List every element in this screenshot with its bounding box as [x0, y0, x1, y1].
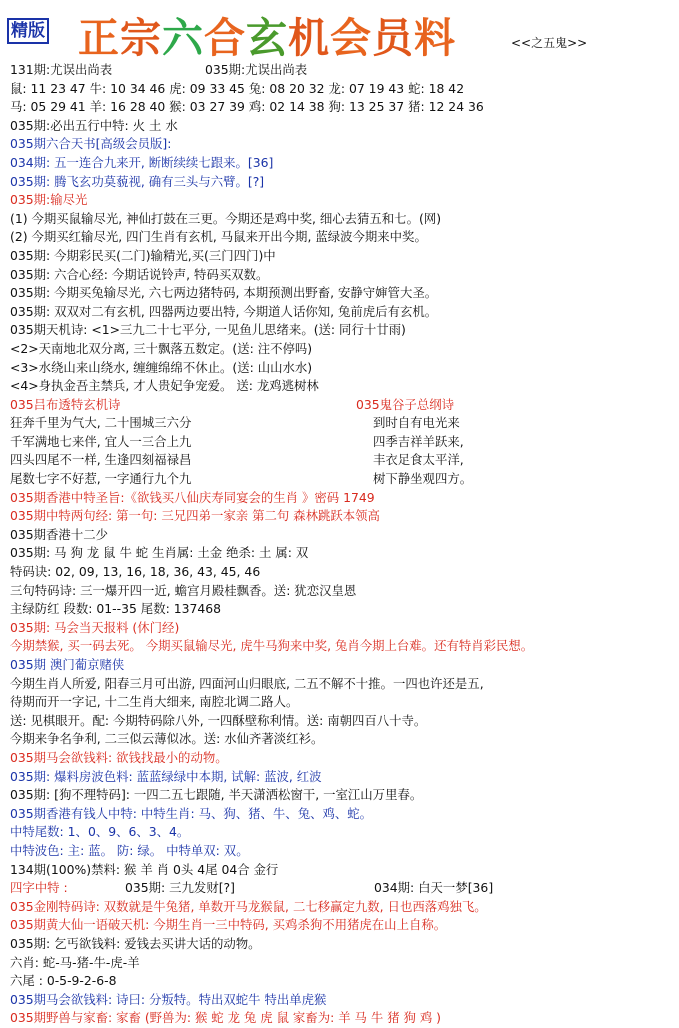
title-char-5: 玄 — [246, 14, 288, 62]
line-text: 035期: 腾飞玄功莫藐视, 确有三头与六臂。[?] — [10, 173, 265, 189]
content-line — [10, 935, 675, 954]
content-line — [10, 842, 675, 861]
line-text: 035期: 今期买兔输尽光, 六七两边猪特码, 本期预测出野畜, 安静守婶管大圣。 — [10, 285, 438, 301]
line-text: 134期(100%)禁料: 猴 羊 肖 0头 4尾 04合 金行 — [10, 861, 279, 877]
line-text: 035期天机诗: <1>三九二十七平分, 一见鱼儿思绪来。(送: 同行十廿雨) — [10, 322, 406, 338]
page-title — [78, 5, 456, 64]
content-line — [10, 470, 675, 489]
line-text: 035期: [狗不理特码]: 一四二五七跟随, 半天潇洒松窗干, 一室江山万里春。 — [10, 787, 423, 803]
content-line — [10, 135, 675, 154]
line-text: <4>身执金吾主禁兵, 才人贵妃争宠爱。 送: 龙鸡逃树林 — [10, 378, 319, 394]
line-text: 今期来争名争利, 二三似云薄似冰。送: 水仙齐著淡红衫。 — [10, 731, 324, 747]
content-line — [10, 340, 675, 359]
content-line — [10, 173, 675, 192]
line-text: 035期: 乞丐欲钱料: 爱钱去买讲大话的动物。 — [10, 935, 261, 951]
line-text: 035期黄大仙一语破天机: 今期生肖一三中特码, 买鸡杀狗不用猪虎在山上自称。 — [10, 917, 447, 933]
line-text: 035期香港中特圣旨:《欲钱买八仙庆寿同宴会的生肖 》密码 1749 — [10, 489, 375, 505]
content-line — [10, 972, 675, 991]
line-text: 035期: 爆料房波色料: 蓝蓝绿绿中本期, 试解: 蓝波, 红波 — [10, 768, 322, 784]
line-text: 035期香港十二少 — [10, 526, 108, 542]
line-text: (1) 今期买鼠输尽光, 神仙打鼓在三更。今期还是鸡中奖, 细心去猜五和七。(网) — [10, 210, 442, 226]
forecast-content — [10, 61, 675, 1028]
title-char-7: 会 — [330, 14, 372, 62]
content-line — [10, 637, 675, 656]
line-text: 主绿防红 段数: 01--35 尾数: 137468 — [10, 601, 222, 617]
line-text: 待期而开一字记, 十二生肖大细来, 南腔北调二路人。 — [10, 694, 299, 710]
content-line — [10, 489, 675, 508]
line-text: 035金刚特码诗: 双数就是牛兔猪, 单数开马龙猴鼠, 二七移赢定九数, 日也西落鸡独飞。 — [10, 898, 487, 914]
content-line — [10, 266, 675, 285]
line-text: 马: 05 29 41 羊: 16 28 40 猴: 03 27 39 鸡: 02 14 38 狗: 13 25 37 猪: 12 24 36 — [10, 99, 484, 115]
content-line — [10, 805, 675, 824]
content-line — [10, 377, 675, 396]
content-line — [10, 675, 675, 694]
content-line — [10, 730, 675, 749]
line-text: 035期马会欲钱料: 欲钱找最小的动物。 — [10, 749, 228, 765]
content-line — [10, 80, 675, 99]
line-text: 035期香港有钱人中特: 中特生肖: 马、狗、猪、牛、兔、鸡、蛇。 — [10, 805, 373, 821]
line-text: 特码诀: 02, 09, 13, 16, 18, 36, 43, 45, 46 — [10, 564, 261, 580]
line-text: 035期: 马会当天报料 (休门经) — [10, 619, 180, 635]
line-text: 035期六合天书[高级会员版]: — [10, 136, 172, 152]
title-char-9: 料 — [414, 14, 456, 62]
content-line — [10, 563, 675, 582]
title-char-6: 机 — [288, 14, 330, 62]
content-line — [10, 991, 675, 1010]
content-line — [10, 451, 675, 470]
content-line — [10, 191, 675, 210]
content-line — [10, 916, 675, 935]
line-text-right: 035期:尤误出尚表 — [205, 62, 308, 77]
line-text: 六尾 : 0-5-9-2-6-8 — [10, 973, 117, 989]
title-char-3: 六 — [162, 14, 204, 62]
content-line — [10, 396, 675, 415]
content-line — [10, 1009, 675, 1028]
line-text: 中特波色: 主: 蓝。 防: 绿。 中特单双: 双。 — [10, 842, 249, 858]
content-line — [10, 359, 675, 378]
content-line — [10, 712, 675, 731]
content-line — [10, 303, 675, 322]
line-text: 送: 见棋眼开。配: 今期特码除八外, 一四酥壁称利情。送: 南朝四百八十寺。 — [10, 712, 427, 728]
content-line — [10, 154, 675, 173]
line-text: (2) 今期买红输尽光, 四门生肖有玄机, 马鼠来开出今期, 蓝绿波今期来中奖。 — [10, 229, 427, 245]
line-text: 034期: 五一连合九来开, 断断续续七跟来。[36] — [10, 154, 274, 170]
line-text-right: 丰衣足食太平洋, — [373, 452, 464, 468]
line-text: 今期禁猴, 买一码去死。 今期买鼠输尽光, 虎牛马狗来中奖, 兔肖今期上台难。还有特肖彩民想。 — [10, 638, 534, 654]
content-line — [10, 693, 675, 712]
line-text: 035期 澳门葡京赌侠 — [10, 657, 125, 672]
line-text: 三句特码诗: 三一爆开四一近, 蟾宫月殿桂飘香。送: 犹恋汉皇恩 — [10, 582, 357, 598]
author-signature: <<之五鬼>> — [511, 36, 588, 50]
title-char-8: 员 — [372, 14, 414, 62]
content-line — [10, 861, 675, 880]
content-line — [10, 247, 675, 266]
edition-badge: 精版 — [7, 18, 49, 44]
line-text: 035期马会欲钱料: 诗曰: 分叛特。特出双蛇牛 特出单虎猴 — [10, 991, 327, 1007]
title-char-4: 合 — [204, 14, 246, 62]
line-text-right: 035期: 三九发财[?] — [125, 880, 235, 896]
content-line — [10, 544, 675, 563]
content-line — [10, 749, 675, 768]
line-text: 035期中特两句经: 第一句: 三兄四弟一家亲 第二句 森林跳跃本领高 — [10, 508, 380, 524]
line-text: 035期:必出五行中特: 火 土 水 — [10, 117, 178, 133]
line-text: 035期: 双双对二有玄机, 四器两边要出特, 今期道人话你知, 兔前虎后有玄机。 — [10, 303, 438, 319]
content-line — [10, 507, 675, 526]
line-text-right: 034期: 白天一梦[36] — [374, 880, 494, 896]
content-line — [10, 98, 675, 117]
line-text: 035期: 今期彩民买(二门)输精光,买(三门四门)中 — [10, 247, 276, 263]
content-line — [10, 284, 675, 303]
line-text: 千军满地七来伴, 宜人一三合上九 — [10, 433, 192, 449]
content-line — [10, 526, 675, 545]
line-text: 035期: 六合心经: 今期话说铃声, 特码买双数。 — [10, 266, 269, 282]
line-text: 131期:尤误出尚表 — [10, 62, 113, 77]
line-text: 鼠: 11 23 47 牛: 10 34 46 虎: 09 33 45 兔: 08 20 32 龙: 07 19 43 蛇: 18 42 — [10, 80, 465, 96]
line-text: 035吕布透特玄机诗 — [10, 396, 121, 412]
content-line — [10, 656, 675, 675]
line-text-right: 035鬼谷子总纲诗 — [356, 396, 454, 412]
line-text: 今期生肖人所爱, 阳春三月可出游, 四面河山归眼底, 二五不解不十推。一四也许还是五, — [10, 675, 484, 691]
line-text: 四字中特 : — [10, 880, 68, 896]
content-line — [10, 879, 675, 898]
line-text: 六肖: 蛇-马-猪-牛-虎-羊 — [10, 954, 140, 970]
content-line — [10, 823, 675, 842]
line-text: 035期: 马 狗 龙 鼠 牛 蛇 生肖属: 土金 绝杀: 土 属: 双 — [10, 545, 309, 561]
line-text: 狂奔千里为气大, 二十围城三六分 — [10, 415, 192, 431]
page-header — [0, 0, 679, 62]
content-line — [10, 117, 675, 136]
line-text-right: 到时自有电光来 — [373, 415, 460, 431]
line-text-right: 四季吉祥羊跃来, — [373, 433, 464, 449]
content-line — [10, 414, 675, 433]
content-line — [10, 433, 675, 452]
content-line — [10, 582, 675, 601]
content-line — [10, 600, 675, 619]
content-line — [10, 786, 675, 805]
line-text: 中特尾数: 1、0、9、6、3、4。 — [10, 824, 190, 840]
content-line — [10, 321, 675, 340]
content-line — [10, 619, 675, 638]
line-text: 035期野兽与家畜: 家畜 (野兽为: 猴 蛇 龙 兔 虎 鼠 家畜为: 羊 马 牛 猪 狗 鸡 ) — [10, 1010, 442, 1026]
content-line — [10, 61, 675, 80]
content-line — [10, 954, 675, 973]
content-line — [10, 210, 675, 229]
line-text: 尾数七字不好惹, 一字通行九个九 — [10, 471, 192, 487]
line-text: 四头四尾不一样, 生逢四刻福禄昌 — [10, 452, 192, 468]
line-text: <3>水绕山来山绕水, 缠缠绵绵不休止。(送: 山山水水) — [10, 359, 313, 375]
title-char-2: 宗 — [120, 14, 162, 62]
line-text-right: 树下静坐观四方。 — [373, 471, 473, 487]
line-text: <2>天南地北双分离, 三十飘落五数定。(送: 注不停吗) — [10, 340, 313, 356]
content-line — [10, 228, 675, 247]
content-line — [10, 898, 675, 917]
title-char-1: 正 — [78, 14, 120, 62]
content-line — [10, 768, 675, 787]
line-text: 035期:输尽光 — [10, 192, 88, 208]
